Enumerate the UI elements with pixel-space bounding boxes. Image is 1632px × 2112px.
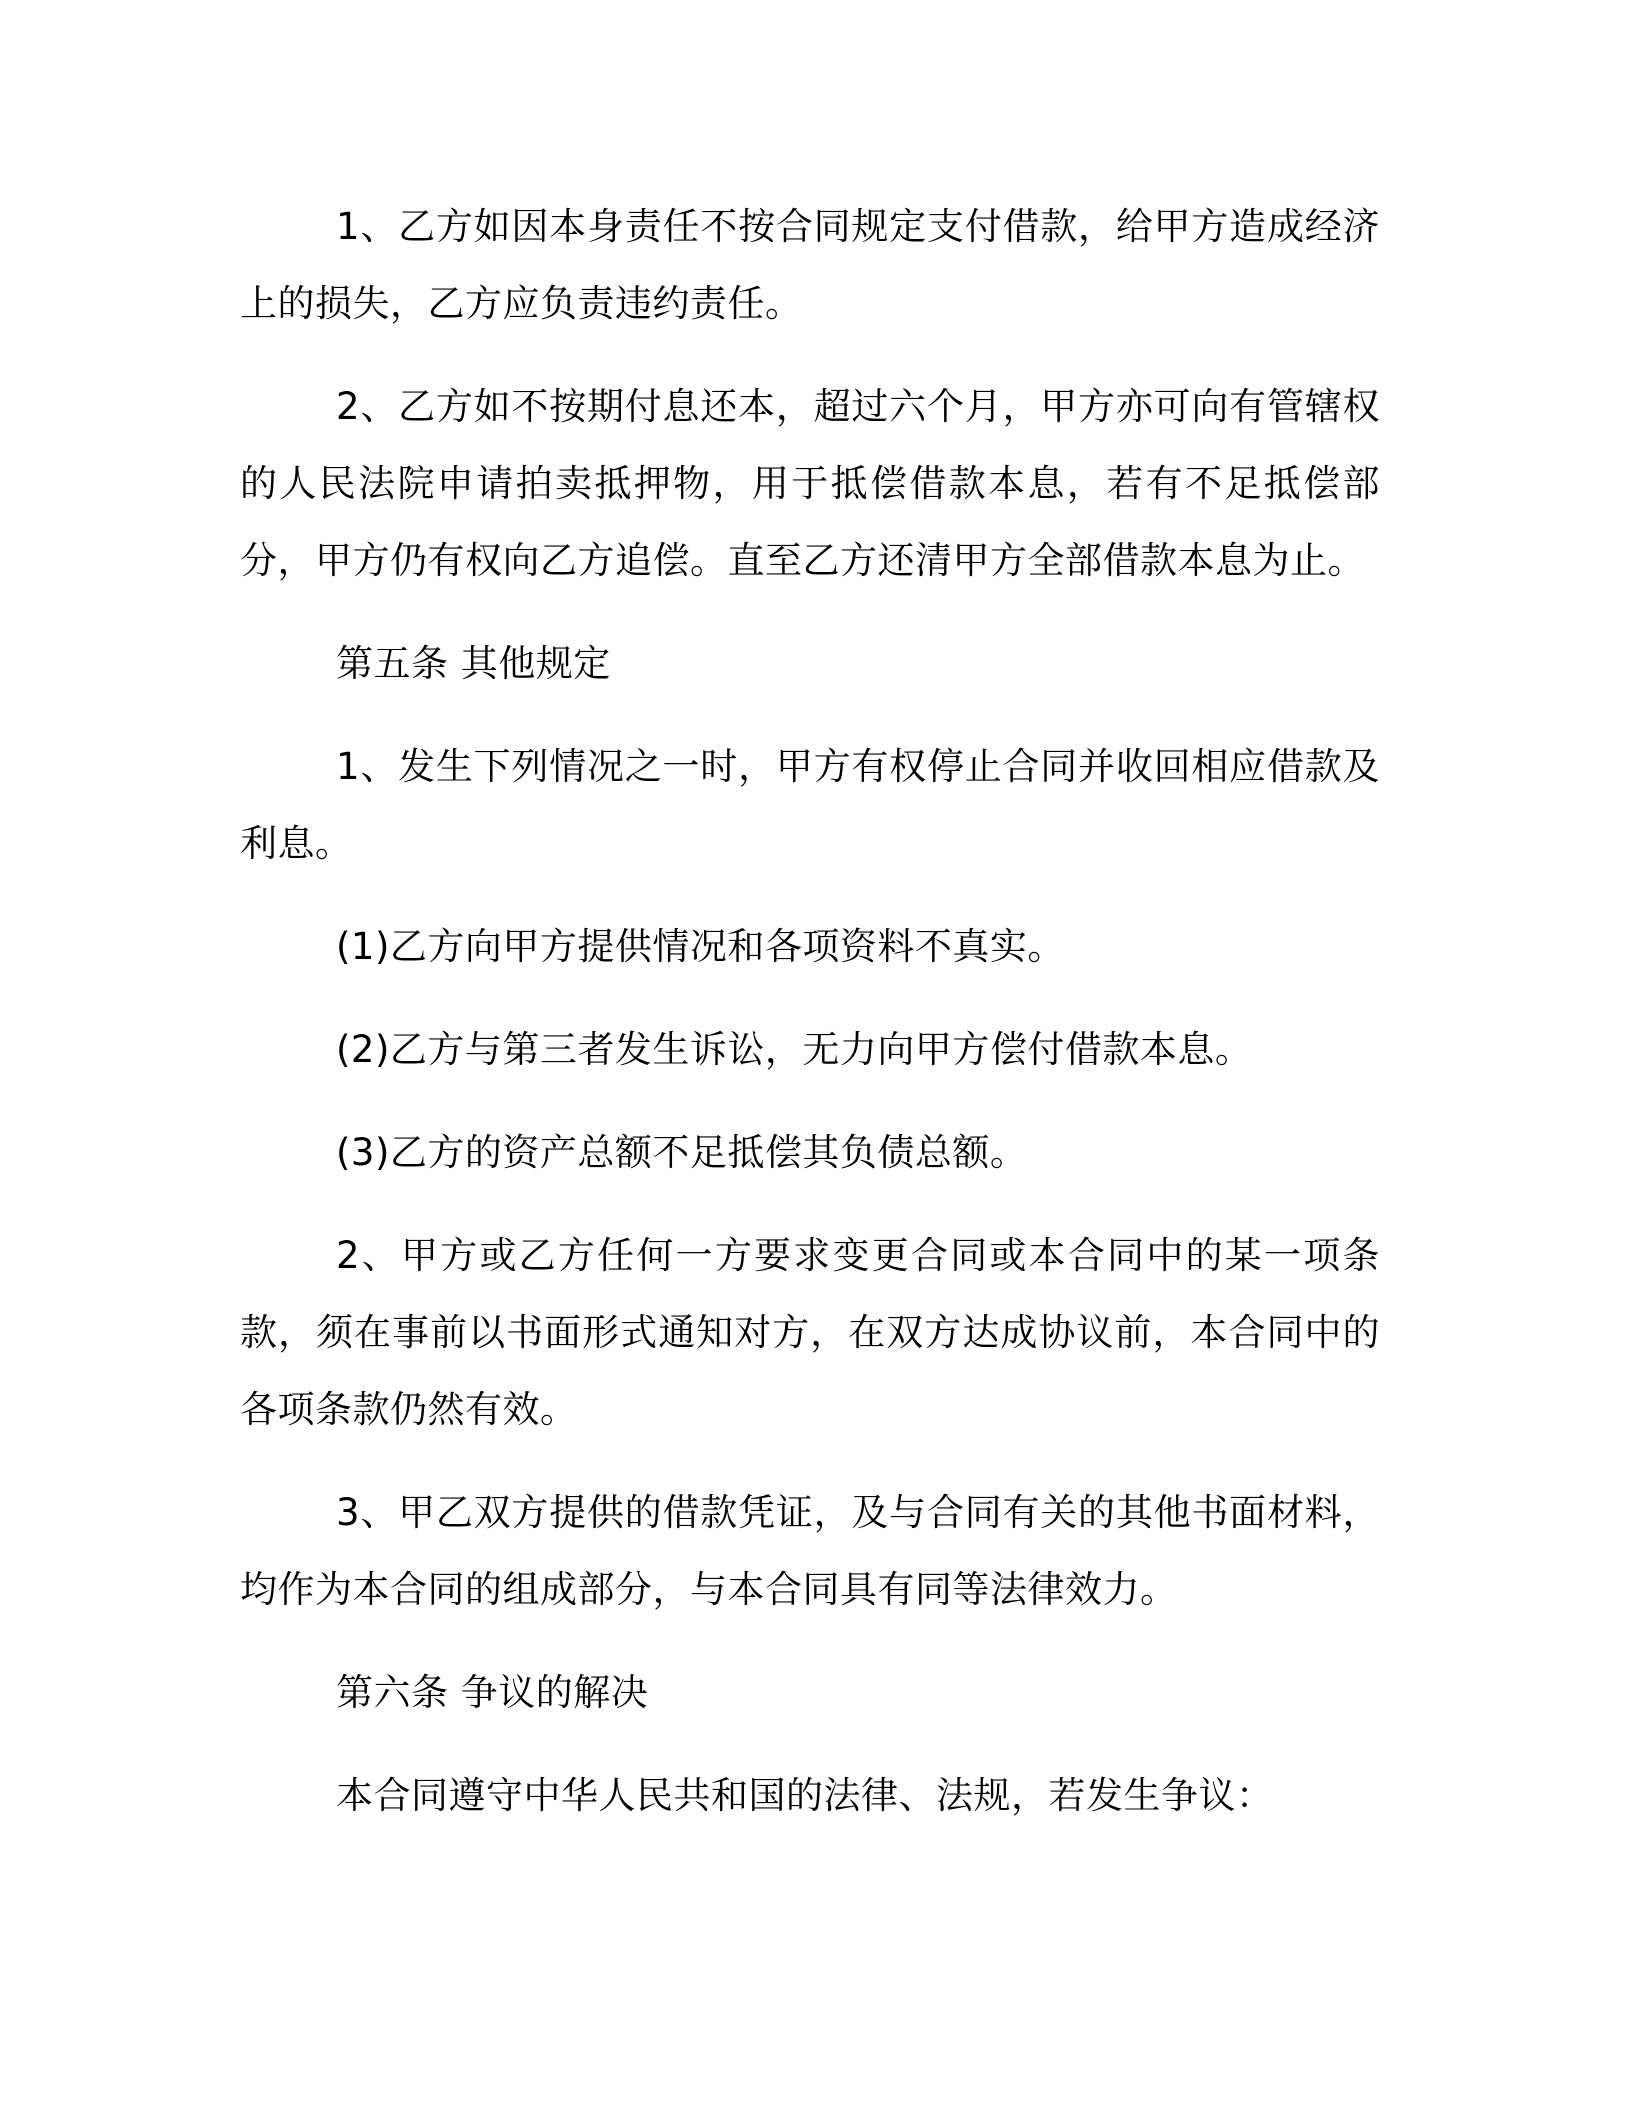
- sub-clause-item: (1)乙方向甲方提供情况和各项资料不真实。: [336, 925, 1065, 968]
- document-body: [240, 188, 1380, 1860]
- sub-clause-item: (3)乙方的资产总额不足抵偿其负债总额。: [336, 1131, 1028, 1174]
- clause-paragraph: 2、甲方或乙方任何一方要求变更合同或本合同中的某一项条款，须在事前以书面形式通知对方，在双方达成协议前，本合同中的各项条款仍然有效。: [240, 1234, 1380, 1431]
- clause-paragraph: 1、发生下列情况之一时，甲方有权停止合同并收回相应借款及利息。: [240, 745, 1380, 865]
- section-heading-article-6: 第六条 争议的解决: [336, 1671, 649, 1714]
- clause-paragraph: 3、甲乙双方提供的借款凭证，及与合同有关的其他书面材料，均作为本合同的组成部分，与本合同具有同等法律效力。: [240, 1491, 1380, 1611]
- clause-paragraph: 本合同遵守中华人民共和国的法律、法规，若发生争议：: [336, 1774, 1274, 1817]
- sub-clause-item: (2)乙方与第三者发生诉讼，无力向甲方偿付借款本息。: [336, 1028, 1253, 1071]
- clause-paragraph: 1、乙方如因本身责任不按合同规定支付借款，给甲方造成经济上的损失，乙方应负责违约责任。: [240, 205, 1380, 325]
- section-heading-article-5: 第五条 其他规定: [336, 642, 611, 685]
- clause-paragraph: 2、乙方如不按期付息还本，超过六个月，甲方亦可向有管辖权的人民法院申请拍卖抵押物，用于抵偿借款本息，若有不足抵偿部分，甲方仍有权向乙方追偿。直至乙方还清甲方全部借款本息为止。: [240, 385, 1380, 582]
